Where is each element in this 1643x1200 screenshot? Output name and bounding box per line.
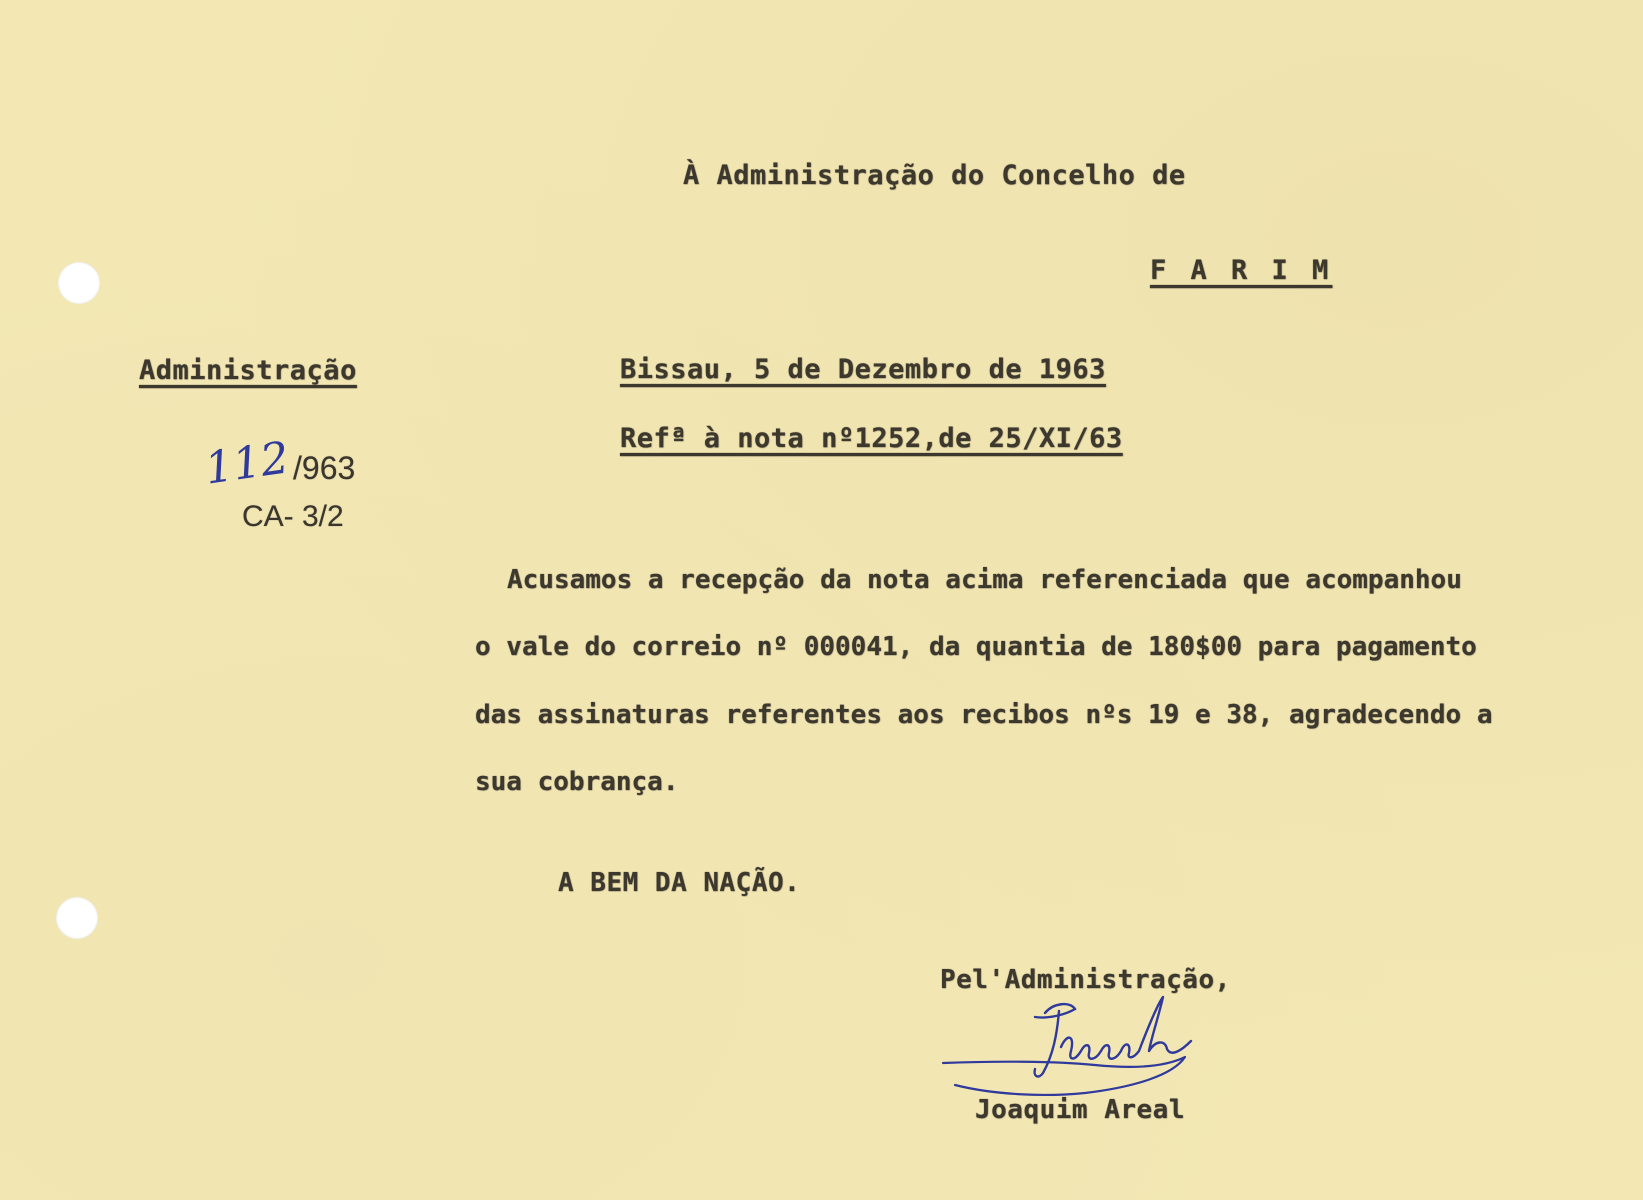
- addressee-place: F A R I M: [1150, 255, 1333, 286]
- reference-note: Refª à nota nº1252,de 25/XI/63: [620, 423, 1123, 454]
- sender-heading: Administração: [139, 355, 357, 386]
- closing-salutation: A BEM DA NAÇÃO.: [558, 868, 801, 898]
- body-line: Acusamos a recepção da nota acima referenciada que acompanhou: [507, 565, 1462, 595]
- reference-number-handwritten: 112: [201, 432, 293, 495]
- punch-hole-bottom: [56, 897, 98, 939]
- addressee-line: À Administração do Concelho de: [683, 160, 1186, 191]
- signatory-name: Joaquim Areal: [975, 1095, 1185, 1125]
- body-line: das assinaturas referentes aos recibos nºs 19 e 38, agradecendo a: [475, 700, 1493, 730]
- handwritten-signature: [935, 995, 1235, 1105]
- reference-year: /963: [293, 450, 356, 486]
- place-date: Bissau, 5 de Dezembro de 1963: [620, 354, 1106, 385]
- signature-preamble: Pel'Administração,: [940, 965, 1231, 995]
- body-line: o vale do correio nº 000041, da quantia de 180$00 para pagamento: [475, 632, 1477, 662]
- file-code: CA- 3/2: [242, 500, 344, 533]
- reference-number: [201, 432, 375, 498]
- body-line: sua cobrança.: [475, 767, 679, 797]
- punch-hole-top: [58, 262, 100, 304]
